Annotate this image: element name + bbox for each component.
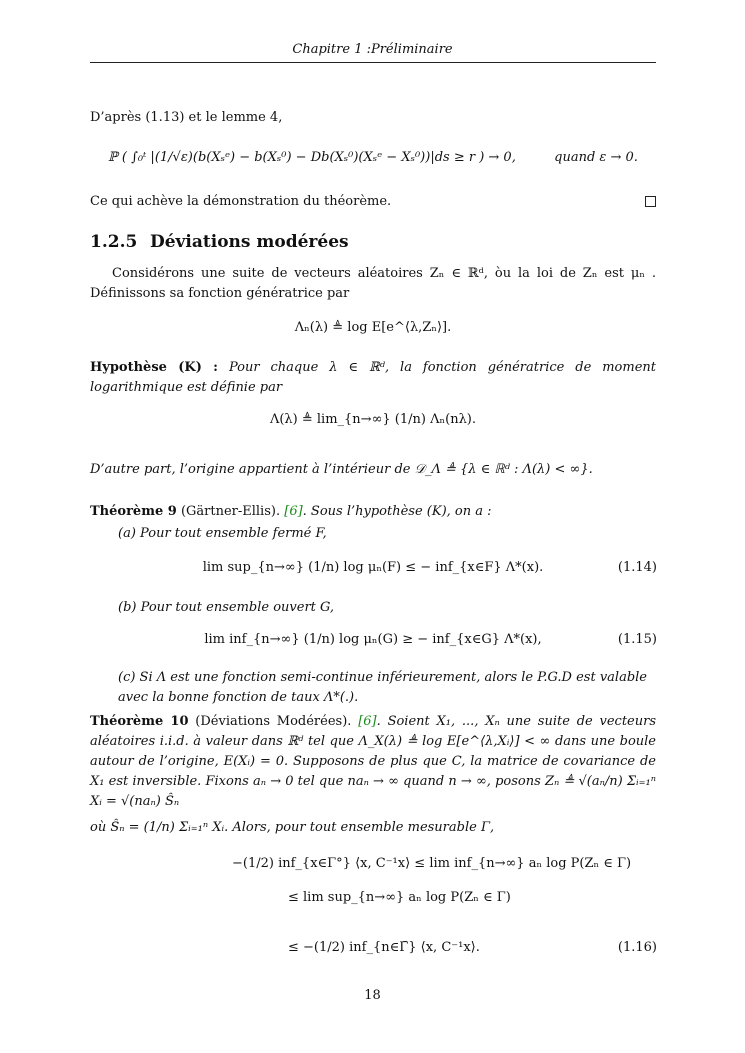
theorem-10-statement: [90, 712, 656, 812]
equation-lambda: Λ(λ) ≜ lim_{n→∞} (1/n) Λₙ(nλ).: [269, 412, 477, 427]
hypothesis-K: [90, 358, 656, 398]
theorem-9-item-c: (c) Si Λ est une fonction semi-continue inférieurement, alors le P.G.D est valable avec la bonne fonction de taux Λ*(.).: [118, 670, 647, 705]
para-consider: Considérons une suite de vecteurs aléatoires Zₙ ∈ ℝᵈ, òu la loi de Zₙ est μₙ . Définissons sa fonction génératrice par: [90, 266, 656, 301]
section-heading: [90, 232, 349, 252]
theorem-10-text-2: où Ŝₙ = (1/n) Σᵢ₌₁ⁿ Xᵢ. Alors, pour tout ensemble mesurable Γ,: [90, 820, 495, 835]
hypothesis-text: Pour chaque λ ∈ ℝᵈ, la fonction génératrice de moment logarithmique est définie par: [90, 360, 656, 395]
equation-1-16-line-1: −(1/2) inf_{x∈Γ°} ⟨x, C⁻¹x⟩ ≤ lim inf_{n→∞} aₙ log P(Zₙ ∈ Γ): [232, 856, 632, 871]
equation-1-16-line-2: ≤ lim sup_{n→∞} aₙ log P(Zₙ ∈ Γ): [288, 890, 511, 905]
equation-number-1-14: (1.14): [617, 560, 657, 575]
page-number: 18: [364, 988, 381, 1003]
theorem-9-item-a: (a) Pour tout ensemble fermé F,: [118, 526, 327, 541]
theorem-10-text-1: . Soient X₁, ..., Xₙ une suite de vecteurs aléatoires i.i.d. à valeur dans ℝᵈ tel que Λ_X(λ) ≜ log E[e^⟨λ,Xᵢ⟩] < ∞ dans une boule autour de l’origine, E(Xᵢ) = 0. Supposons de plus que C, la matrice de covariance de X₁ est inversible. Fixons aₙ → 0 tel que naₙ → ∞ quand n → ∞, posons Zₙ ≜ √(aₙ/n) Σᵢ₌₁ⁿ Xᵢ = √(naₙ) Ŝₙ: [90, 714, 656, 809]
header-rule: [90, 62, 656, 63]
theorem-9-label: Théorème 9: [90, 504, 177, 519]
equation-1-15: lim inf_{n→∞} (1/n) log μₙ(G) ≥ − inf_{x∈G} Λ*(x),: [204, 632, 542, 647]
theorem-10-label: Théorème 10: [90, 714, 189, 729]
equation-limit-lhs: ℙ ( ∫₀ᵗ |(1/√ε)(b(Xₛᵉ) − b(Xₛ⁰) − Db(Xₛ⁰)(Xₛᵉ − Xₛ⁰))|ds ≥ r ) → 0,: [108, 150, 516, 165]
theorem-9-statement: [90, 502, 656, 522]
section-number: 1.2.5: [90, 232, 138, 252]
equation-lambda-n: Λₙ(λ) ≜ log E[e^⟨λ,Zₙ⟩].: [294, 320, 452, 335]
para-conclusion: Ce qui achève la démonstration du théorème.: [90, 194, 392, 209]
equation-1-14: lim sup_{n→∞} (1/n) log μₙ(F) ≤ − inf_{x∈F} Λ*(x).: [202, 560, 544, 575]
theorem-10-name: (Déviations Modérées).: [195, 714, 352, 729]
equation-number-1-16: (1.16): [617, 940, 657, 955]
para-intro: D’après (1.13) et le lemme 4,: [90, 110, 283, 125]
running-header: Chapitre 1 :Préliminaire: [292, 42, 453, 57]
theorem-10-ref-link[interactable]: [6]: [358, 714, 377, 729]
theorem-9-text: . Sous l’hypothèse (K), on a :: [302, 504, 492, 519]
para-domain: D’autre part, l’origine appartient à l’intérieur de 𝒟_Λ ≜ {λ ∈ ℝᵈ : Λ(λ) < ∞}.: [90, 462, 593, 477]
qed-square-icon: [645, 196, 656, 207]
equation-limit: [108, 150, 648, 165]
theorem-9-item-b: (b) Pour tout ensemble ouvert G,: [118, 600, 335, 615]
theorem-9-name: (Gärtner-Ellis).: [180, 504, 281, 519]
theorem-9-ref-link[interactable]: [6]: [284, 504, 303, 519]
equation-number-1-15: (1.15): [617, 632, 657, 647]
equation-1-16-line-3: ≤ −(1/2) inf_{n∈Γ̄} ⟨x, C⁻¹x⟩.: [288, 940, 480, 955]
section-title: Déviations modérées: [150, 232, 349, 252]
hypothesis-label: Hypothèse (K) :: [90, 360, 218, 375]
equation-limit-rhs: quand ε → 0.: [554, 150, 638, 165]
